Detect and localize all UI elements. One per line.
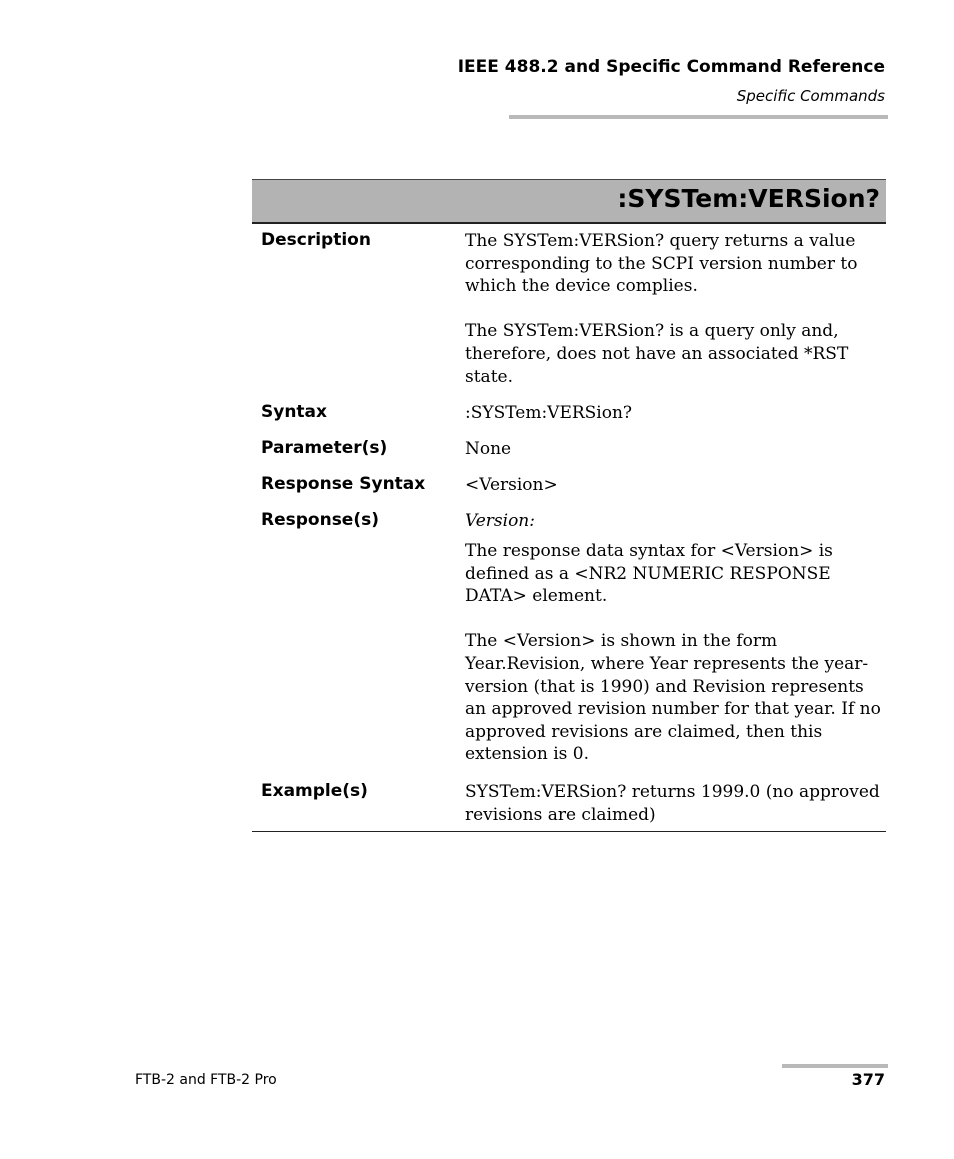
description-text xyxy=(465,230,883,388)
syntax-label: Syntax xyxy=(261,402,327,422)
responses-paragraph: The <Version> is shown in the form Year.Revision, where Year represents the year-version (that is 1990) and Revision represents an approved revision number for that year. If no approved revisions are claimed, then this extension is 0. xyxy=(465,631,881,765)
running-header-title: IEEE 488.2 and Specific Command Reference xyxy=(457,57,885,77)
responses-label: Response(s) xyxy=(261,510,379,530)
header-divider xyxy=(509,115,888,119)
syntax-value: :SYSTem:VERSion? xyxy=(465,403,633,423)
footer-divider xyxy=(782,1064,888,1068)
examples-label: Example(s) xyxy=(261,781,368,801)
responses-paragraph: The response data syntax for <Version> is defined as a <NR2 NUMERIC RESPONSE DATA> element. xyxy=(465,541,833,607)
command-title-band xyxy=(252,179,886,224)
description-label: Description xyxy=(261,230,371,250)
running-header-subtitle: Specific Commands xyxy=(736,87,885,105)
responses-text xyxy=(465,540,883,766)
response-syntax-value: <Version> xyxy=(465,475,558,495)
footer-product-name: FTB-2 and FTB-2 Pro xyxy=(135,1072,277,1088)
responses-heading: Version: xyxy=(465,511,535,531)
description-paragraph: The SYSTem:VERSion? is a query only and, therefore, does not have an associated *RST state. xyxy=(465,321,849,387)
command-title: :SYSTem:VERSion? xyxy=(617,184,880,213)
examples-value: SYSTem:VERSion? returns 1999.0 (no approved revisions are claimed) xyxy=(465,782,880,825)
table-bottom-rule xyxy=(252,831,886,832)
parameters-label: Parameter(s) xyxy=(261,438,388,458)
description-paragraph: The SYSTem:VERSion? query returns a value corresponding to the SCPI version number to which the device complies. xyxy=(465,231,858,297)
response-syntax-label: Response Syntax xyxy=(261,474,426,494)
parameters-value: None xyxy=(465,439,512,459)
page-number: 377 xyxy=(851,1070,885,1089)
